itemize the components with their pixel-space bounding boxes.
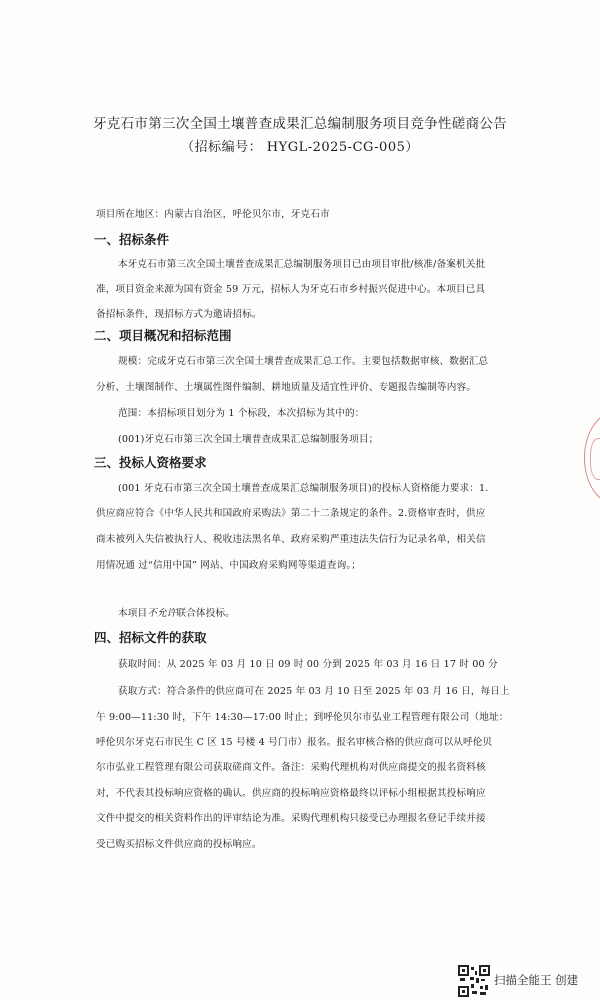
consortium-suffix: 联合体投标。	[176, 608, 235, 619]
paragraph-line: 备招标条件，现招标方式为邀请招标。	[96, 309, 262, 320]
paragraph-line: (001)牙克石市第三次全国土壤普查成果汇总编制服务项目；	[118, 434, 379, 445]
paragraph-line: 对，不代表其投标响应资格的确认。供应商的投标响应资格最终以评标小组根据其投标响应	[96, 788, 486, 799]
paragraph-line: 准，项目资金来源为国有资金 59 万元，招标人为牙克石市乡村振兴促进中心。本项目已具	[96, 284, 486, 295]
scanner-watermark-text: 扫描全能王 创建	[494, 973, 579, 987]
paragraph-line: 获取时间：从 2025 年 03 月 10 日 09 时 00 分到 2025 年 03 月 16 日 17 时 00 分	[118, 659, 498, 670]
paragraph-line: 商未被列入失信被执行人、税收违法黑名单、政府采购严重违法失信行为记录名单，相关信	[96, 534, 486, 545]
section-heading-documents: 四、招标文件的获取	[94, 630, 207, 645]
consortium-prefix: 本项目	[118, 608, 148, 619]
paragraph-line: 获取方式：符合条件的供应商可在 2025 年 03 月 10 日至 2025 年 03 月 16 日，每日上	[118, 686, 510, 697]
paragraph-line: 文件中提交的相关资料作出的评审结论为准。采购代理机构只接受已办理报名登记手续并接	[96, 813, 486, 824]
consortium-line	[118, 605, 235, 619]
paragraph-line: 呼伦贝尔牙克石市民生 C 区 15 号楼 4 号门市）报名。报名审核合格的供应商可以从呼伦贝	[96, 737, 493, 748]
paragraph-line: 用情况通 过“信用中国” 网站、中国政府采购网等渠道查询。；	[96, 560, 362, 571]
official-seal-inner	[590, 438, 600, 480]
page-title: 牙克石市第三次全国土壤普查成果汇总编制服务项目竞争性磋商公告	[93, 116, 507, 132]
tender-number: （招标编号： HYGL-2025-CG-005）	[181, 140, 419, 155]
paragraph-line: 受已购买招标文件供应商的投标响应。	[96, 839, 262, 850]
section-heading-qualifications: 三、投标人资格要求	[94, 455, 207, 470]
paragraph-line: 分析、土壤图制作、土壤属性图件编制、耕地质量及适宜性评价、专题报告编制等内容。	[96, 382, 477, 393]
paragraph-line: 尔市弘业工程管理有限公司获取磋商文件。备注：采购代理机构对供应商提交的报名资料核	[96, 762, 486, 773]
project-location: 项目所在地区：内蒙古自治区，呼伦贝尔市，牙克石市	[96, 209, 330, 220]
paragraph-line: 规模：完成牙克石市第三次全国土壤普查成果汇总工作。主要包括数据审核、数据汇总	[118, 356, 489, 367]
paragraph-line: 供应商应符合《中华人民共和国政府采购法》第二十二条规定的条件。2.资格审查时，供应	[96, 508, 486, 519]
qr-code-icon	[458, 965, 490, 997]
consortium-italic: 不允许	[147, 608, 177, 619]
paragraph-line: 范围：本招标项目划分为 1 个标段，本次招标为其中的：	[118, 408, 365, 419]
section-heading-conditions: 一、招标条件	[94, 232, 170, 247]
section-heading-overview: 二、项目概况和招标范围	[94, 328, 232, 343]
paragraph-line: 本牙克石市第三次全国土壤普查成果汇总编制服务项目已由项目审批/核准/备案机关批	[118, 259, 486, 270]
paragraph-line: (001 牙克石市第三次全国土壤普查成果汇总编制服务项目)的投标人资格能力要求：1.	[118, 483, 489, 494]
paragraph-line: 午 9:00—11:30 时，下午 14:30—17:00 时止；到呼伦贝尔市弘业工程管理有限公司（地址：	[96, 712, 509, 723]
